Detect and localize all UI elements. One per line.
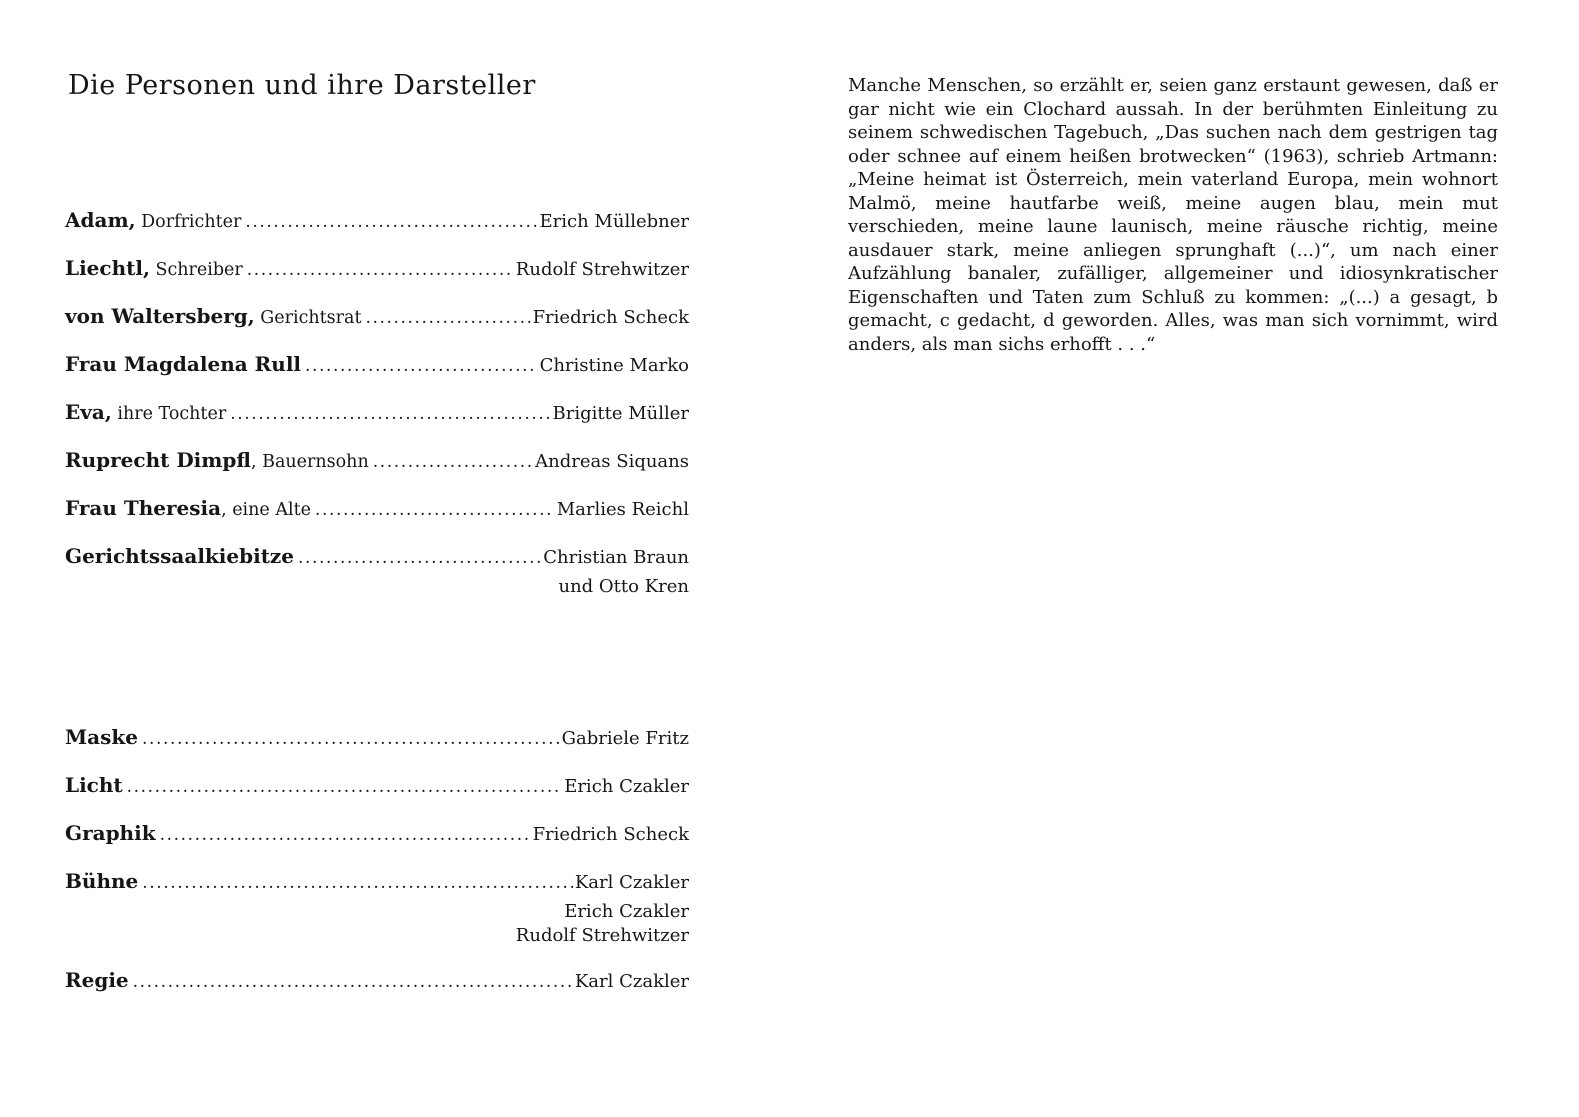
actor-name-continued	[65, 575, 689, 599]
crew-member-continued	[65, 900, 689, 947]
dotted-leader	[142, 726, 560, 752]
crew-member-name: Friedrich Scheck	[532, 824, 689, 845]
actor-name: Rudolf Strehwitzer	[515, 259, 689, 280]
role-description: Schreiber	[149, 260, 243, 280]
essay-line: verschieden, meine laune launisch, meine räusche richtig, meine	[848, 216, 1498, 237]
crew-member-name: Karl Czakler	[574, 971, 689, 992]
crew-member-name: Rudolf Strehwitzer	[515, 924, 689, 946]
crew-role: Maske	[65, 725, 138, 749]
actor-name: und Otto Kren	[558, 576, 689, 597]
actor-name: Christine Marko	[539, 355, 689, 376]
page-title: Die Personen und ihre Darsteller	[68, 70, 536, 101]
cast-row	[65, 447, 689, 475]
role-name: von Waltersberg,	[65, 304, 255, 328]
crew-member-name: Erich Czakler	[564, 901, 689, 922]
actor-name: Marlies Reichl	[556, 499, 689, 520]
role-name: Eva,	[65, 400, 112, 424]
role-name: Adam,	[65, 208, 136, 232]
role-name: Gerichtssaalkiebitze	[65, 544, 295, 568]
cast-row	[65, 399, 689, 427]
actor-name: Brigitte Müller	[552, 403, 689, 424]
actor-name: Christian Braun	[543, 547, 689, 568]
dotted-leader	[365, 305, 530, 331]
role-name: Ruprecht Dimpfl	[65, 448, 251, 472]
actor-name: Erich Müllebner	[539, 211, 689, 232]
cast-row	[65, 207, 689, 235]
crew-role: Graphik	[65, 821, 156, 845]
crew-list	[65, 724, 689, 1015]
dotted-leader	[315, 497, 555, 523]
actor-name: Andreas Siquans	[535, 451, 689, 472]
crew-member-name: Gabriele Fritz	[561, 728, 689, 749]
essay-line: Aufzählung banaler, zufälliger, allgemeiner und idiosynkratischer	[848, 263, 1498, 284]
cast-row	[65, 495, 689, 523]
essay-line: anders, als man sichs erhofft . . .“	[848, 333, 1156, 355]
cast-row	[65, 303, 689, 331]
essay-line: oder schnee auf einem heißen brotwecken“ (1963), schrieb Artmann:	[848, 145, 1498, 167]
role-description: ihre Tochter	[111, 404, 227, 424]
role-description: Dorfrichter	[135, 212, 242, 232]
role-name: Frau Theresia	[65, 496, 222, 520]
role-name: Frau Magdalena Rull	[65, 352, 302, 376]
role-description: , Bauernsohn	[250, 452, 369, 472]
essay-line: ausdauer stark, meine anliegen sprunghaft (...)“, um nach einer	[848, 239, 1498, 261]
actor-name: Friedrich Scheck	[532, 307, 689, 328]
cast-row	[65, 351, 689, 379]
essay-line: Eigenschaften und Taten zum Schluß zu kommen: „(...) a gesagt, b	[848, 286, 1498, 308]
role-description: , eine Alte	[221, 500, 311, 520]
crew-role: Licht	[65, 773, 123, 797]
dotted-leader	[142, 870, 573, 896]
crew-member-name: Karl Czakler	[574, 872, 689, 893]
crew-row	[65, 772, 689, 800]
cast-row	[65, 255, 689, 283]
crew-role: Regie	[65, 968, 129, 992]
crew-row	[65, 820, 689, 848]
essay-line: gar nicht wie ein Clochard aussah. In der berühmten Einleitung zu	[848, 98, 1498, 120]
crew-row	[65, 967, 689, 995]
dotted-leader	[127, 774, 563, 800]
essay-line: Malmö, meine hautfarbe weiß, meine augen blau, mein mut	[848, 192, 1498, 214]
cast-list	[65, 207, 689, 619]
dotted-leader	[247, 257, 514, 283]
essay-line: seinem schwedischen Tagebuch, „Das suchen nach dem gestrigen tag	[848, 122, 1498, 143]
crew-row	[65, 724, 689, 752]
essay-line: „Meine heimat ist Österreich, mein vaterland Europa, mein wohnort	[848, 169, 1498, 190]
dotted-leader	[160, 822, 531, 848]
crew-member-name: Erich Czakler	[564, 776, 689, 797]
crew-role: Bühne	[65, 869, 139, 893]
dotted-leader	[230, 401, 550, 427]
role-name: Liechtl,	[65, 256, 150, 280]
dotted-leader	[305, 353, 538, 379]
cast-row	[65, 543, 689, 571]
dotted-leader	[133, 969, 573, 995]
essay-line: Manche Menschen, so erzählt er, seien ganz erstaunt gewesen, daß er	[848, 75, 1498, 96]
role-description: Gerichtsrat	[254, 308, 362, 328]
essay-column	[848, 74, 1498, 356]
crew-row	[65, 868, 689, 896]
dotted-leader	[245, 209, 537, 235]
essay-line: gemacht, c gedacht, d geworden. Alles, was man sich vornimmt, wird	[848, 310, 1498, 331]
dotted-leader	[298, 545, 541, 571]
dotted-leader	[373, 449, 533, 475]
